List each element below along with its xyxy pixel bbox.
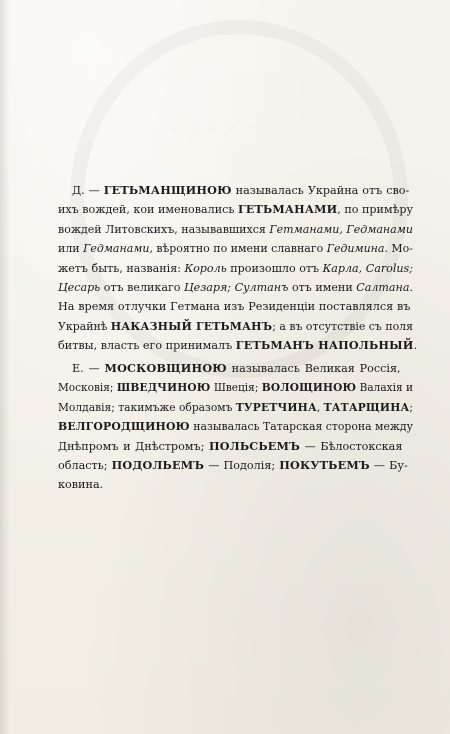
text-line: [58, 317, 413, 336]
text-line: [58, 417, 413, 436]
text-run: Д. —: [72, 184, 104, 197]
text-run: .: [413, 339, 418, 353]
term-voloshchina: ВОЛОЩИНОЮ: [261, 380, 357, 395]
text-line: [58, 278, 413, 297]
text-run: произошло отъ: [226, 261, 323, 275]
italic-term: Цесарь: [58, 281, 101, 295]
text-run: битвы, власть его принималъ: [58, 339, 236, 353]
italic-term: Гедимина.: [326, 242, 388, 256]
italic-term: Салтана.: [356, 281, 413, 295]
text-run: жетъ быть, названія:: [58, 261, 185, 275]
term-turetchina: ТУРЕТЧИНА: [235, 399, 317, 414]
text-run: Е. —: [72, 362, 105, 375]
text-run: вѣроятно по имени славнаго: [152, 242, 327, 256]
italic-term: Карла, Carolus;: [322, 261, 413, 275]
text-run: Мо-: [387, 242, 413, 256]
text-line: [58, 475, 413, 494]
text-run: отъ великаго: [100, 281, 184, 295]
text-run: Украйнѣ: [58, 319, 111, 333]
text-line: [58, 398, 413, 417]
text-run: — Бѣлостокская: [300, 439, 403, 453]
term-velgorodshchina: ВЕЛГОРОДЩИНОЮ: [58, 419, 190, 434]
text-line: [58, 220, 413, 239]
text-line: [58, 336, 418, 355]
text-run: называлась Великая Россія,: [226, 362, 401, 375]
text-line: [58, 239, 413, 258]
text-run: Швеція;: [210, 381, 262, 395]
text-run: Молдавія; такимъже образомъ: [58, 400, 236, 414]
text-run: отъ имени: [288, 281, 357, 295]
text-run: ,: [316, 400, 324, 414]
text-run: , по примѣру: [337, 203, 413, 217]
italic-term: Цезаря;: [183, 281, 232, 295]
text-line: [58, 437, 413, 456]
term-polsye: ПОЛЬСЬЕМЪ: [209, 438, 300, 453]
text-line: [58, 200, 413, 219]
italic-term: Гетманами,: [269, 222, 343, 236]
term-nakaznyi-getman: НАКАЗНЫЙ ГЕТЬМАНЪ: [110, 318, 273, 333]
text-run: называлась Татарская сторона между: [189, 420, 413, 434]
italic-term: Король: [184, 261, 227, 275]
text-run: — Бу-: [369, 459, 408, 473]
text-line: [58, 359, 413, 378]
text-line: [58, 259, 413, 278]
text-run: вождей Литовскихъ, называвшихся: [58, 222, 270, 236]
text-run: область;: [58, 459, 112, 473]
page-edge-shadow: [0, 0, 10, 734]
text-run: называлась Украйна отъ сво-: [231, 184, 410, 197]
term-shvedchina: ШВЕДЧИНОЮ: [116, 380, 211, 395]
text-run: Днѣпромъ и Днѣстромъ;: [58, 439, 210, 453]
term-podolye: ПОДОЛЬЕМЪ: [111, 458, 205, 473]
term-moskovshchina: МОСКОВЩИНОЮ: [104, 361, 227, 375]
term-getmanami: ГЕТЬМАНАМИ: [237, 202, 338, 217]
text-run: — Подолія;: [204, 459, 280, 473]
term-tatarshchina: ТАТАРЩИНА: [323, 399, 410, 414]
text-run: ; а въ отсутствіе съ поля: [272, 319, 413, 333]
text-run: Московія;: [58, 381, 117, 395]
bleed-through-text: ◦ ◦ ◦ ◦ ◦ ◦ ◦: [149, 117, 280, 141]
text-run: Валахія и: [356, 381, 413, 395]
term-getman-napolnyi: ГЕТЬМАНЪ НАПОЛЬНЫЙ: [235, 338, 414, 353]
term-getmanshchina: ГЕТЬМАНЩИНОЮ: [103, 183, 232, 197]
italic-term: Султанъ: [234, 281, 289, 295]
text-line: [58, 181, 413, 200]
text-line: [58, 456, 413, 475]
term-pokutye: ПОКУТЬЕМЪ: [279, 458, 370, 473]
paragraph-d: [58, 181, 418, 356]
text-line: [58, 378, 413, 397]
text-run: На время отлучки Гетмана изъ Резиденціи поставлялся въ: [58, 300, 411, 314]
text-run: или: [58, 242, 84, 256]
paragraph-e: [58, 359, 413, 495]
text-line: [58, 297, 413, 316]
italic-term: Гедманами,: [83, 242, 153, 256]
text-run: ковина.: [58, 478, 104, 492]
italic-term: Гедманами: [346, 222, 413, 236]
text-run: ;: [409, 400, 413, 414]
text-run: ихъ вождей, кои именовались: [58, 203, 238, 217]
